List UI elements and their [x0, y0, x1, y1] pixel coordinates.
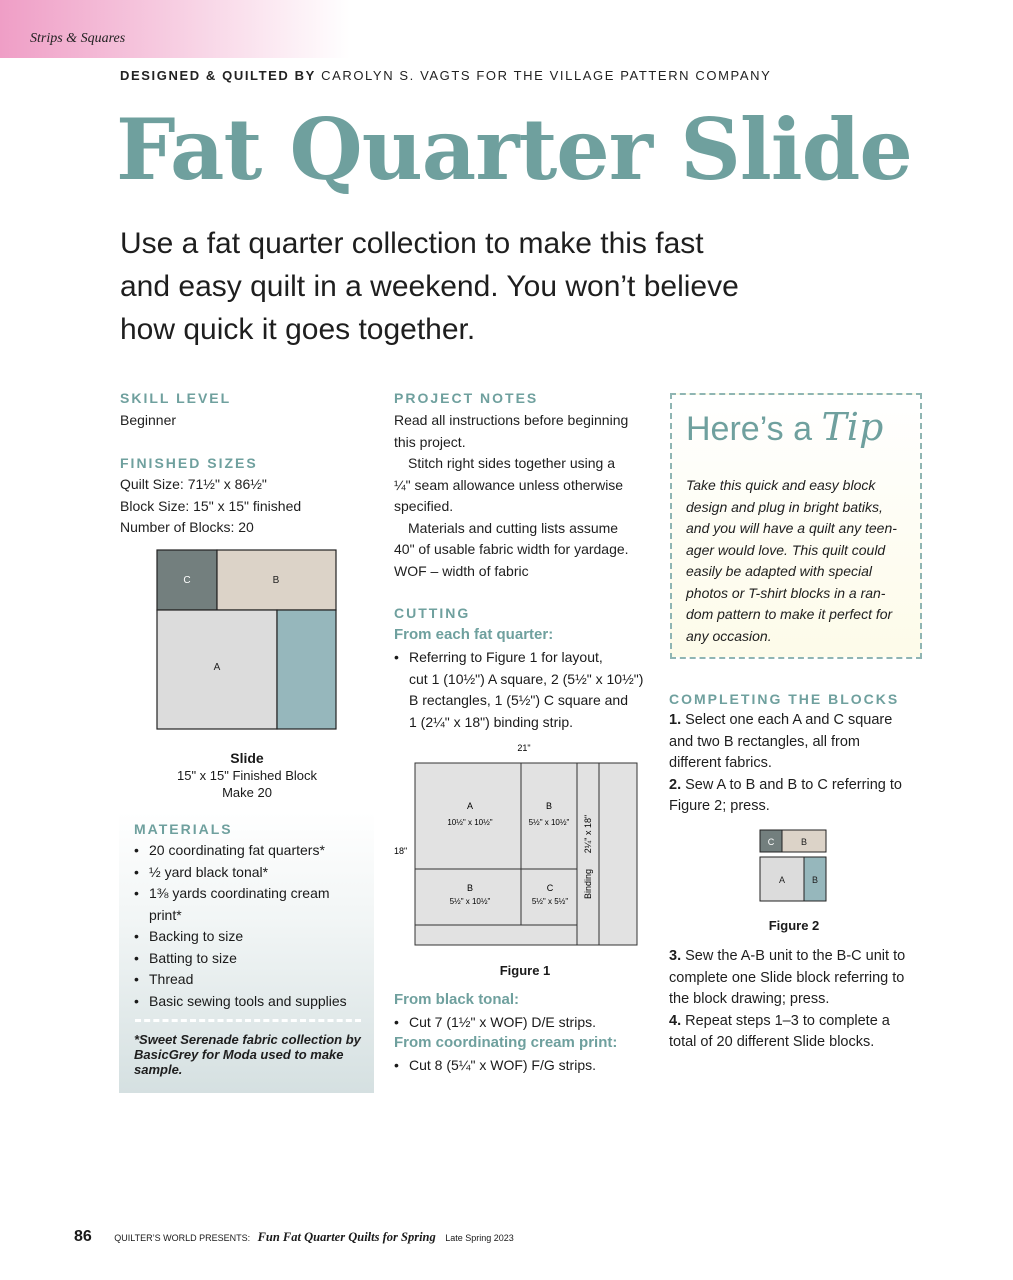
- fig1-b1-size: 5½" x 10½": [528, 818, 570, 827]
- cutting-black-item: • Cut 7 (1½" x WOF) D/E strips.: [394, 1012, 654, 1034]
- notes-line: Materials and cutting lists assume: [408, 519, 619, 536]
- notes-text: [394, 410, 649, 582]
- fig1-b2-size: 5½" x 10½": [449, 897, 491, 906]
- skill-heading: SKILL LEVEL: [120, 390, 232, 406]
- fig1-b2-label: B: [466, 883, 474, 893]
- block-count: Number of Blocks: 20: [120, 519, 254, 535]
- tip-line: and you will have a quilt any teen-: [686, 520, 897, 536]
- fig1-binding-label: Binding: [583, 868, 593, 900]
- cutting-fq-line: • Referring to Figure 1 for layout,: [394, 647, 654, 669]
- block-b-label: B: [272, 575, 280, 586]
- step-line: and two B rectangles, all from: [669, 733, 861, 750]
- slide-block-diagram: [156, 549, 338, 731]
- cutting-cream-heading: From coordinating cream print:: [394, 1034, 618, 1051]
- page-title: Fat Quarter Slide: [116, 100, 912, 199]
- fig2-c-label: C: [767, 837, 775, 847]
- page-footer: [74, 1228, 514, 1246]
- tip-text: [686, 475, 914, 647]
- step-text: Sew the A-B unit to the B-C unit to: [685, 948, 906, 964]
- step-line: [669, 710, 931, 732]
- materials-item: • 1⅜ yards coordinating cream: [134, 883, 366, 905]
- fig1-c-size: 5½" x 5½": [531, 897, 569, 906]
- credit-text: CAROLYN S. VAGTS FOR THE VILLAGE PATTERN COMPANY: [321, 68, 772, 83]
- step-line: Figure 2; press.: [669, 798, 770, 814]
- notes-line: Read all instructions before beginning: [394, 412, 629, 428]
- fig1-a-label: A: [466, 801, 474, 811]
- step-line: [669, 1011, 931, 1033]
- intro-line: how quick it goes together.: [120, 313, 476, 346]
- block-caption-line: Make 20: [222, 785, 272, 800]
- tip-line: ager would love. This quilt could: [686, 541, 886, 558]
- materials-item: • Basic sewing tools and supplies: [134, 991, 366, 1013]
- tip-line: dom pattern to make it perfect for: [686, 606, 893, 622]
- fig1-a-size: 10½" x 10½": [447, 818, 493, 827]
- completing-steps-3-4: [669, 946, 931, 1054]
- materials-item-continuation: print*: [149, 906, 182, 923]
- tip-heading-lead: Here’s a: [686, 410, 812, 448]
- figure-1-cutting-layout: [390, 740, 650, 980]
- step-number: 2.: [669, 776, 682, 793]
- step-line: total of 20 different Slide blocks.: [669, 1034, 875, 1050]
- materials-box: [119, 812, 374, 1093]
- materials-item: • Batting to size: [134, 948, 366, 970]
- materials-heading: MATERIALS: [134, 821, 233, 837]
- cutting-fq-heading: From each fat quarter:: [394, 626, 554, 643]
- cutting-cream-list: [394, 1055, 654, 1077]
- fig1-strip-dimension: 2¼" x 18": [583, 814, 593, 854]
- materials-item: • ½ yard black tonal*: [134, 862, 366, 884]
- sizes-list: [120, 474, 301, 539]
- tip-line: Take this quick and easy block: [686, 477, 876, 493]
- tip-line: easily be adapted with special: [686, 563, 873, 579]
- cutting-cream-item: • Cut 8 (5¼" x WOF) F/G strips.: [394, 1055, 654, 1077]
- notes-line: ¼" seam allowance unless otherwise: [394, 476, 624, 493]
- cutting-black-heading: From black tonal:: [394, 991, 520, 1008]
- block-caption-title: Slide: [230, 750, 264, 766]
- figure-1-caption: Figure 1: [499, 963, 551, 978]
- fig2-a-label: A: [778, 875, 786, 885]
- step-number: 4.: [669, 1012, 682, 1029]
- figure-2-caption: Figure 2: [768, 918, 820, 933]
- intro-line: and easy quilt in a weekend. You won’t believe: [120, 270, 739, 303]
- notes-line: WOF – width of fabric: [394, 562, 529, 579]
- cutting-heading: CUTTING: [394, 605, 471, 621]
- tip-line: any occasion.: [686, 627, 772, 644]
- intro-line: Use a fat quarter collection to make this fast: [120, 227, 704, 260]
- block-size: Block Size: 15" x 15" finished: [120, 497, 302, 514]
- fig2-b1-label: B: [800, 837, 808, 847]
- notes-line: 40" of usable fabric width for yardage.: [394, 541, 629, 557]
- fig1-top-dimension: 21": [517, 743, 531, 753]
- cutting-fq-line: B rectangles, 1 (5½") C square and: [409, 692, 628, 708]
- quilt-size: Quilt Size: 71½" x 86½": [120, 476, 267, 492]
- step-number: 3.: [669, 948, 682, 964]
- step-text: Repeat steps 1–3 to complete a: [685, 1012, 890, 1029]
- block-a-label: A: [213, 662, 221, 673]
- tip-line: photos or T-shirt blocks in a ran-: [686, 584, 886, 601]
- materials-note: *Sweet Serenade fabric collection by BasicGrey for Moda used to make sample.: [134, 1032, 361, 1077]
- footer-presents: QUILTER’S WORLD PRESENTS:: [114, 1233, 251, 1243]
- page-number: 86: [74, 1228, 92, 1245]
- intro-text: [120, 222, 820, 351]
- materials-item: • Thread: [134, 969, 366, 991]
- materials-item: • Backing to size: [134, 926, 366, 948]
- tip-box: [670, 393, 922, 659]
- fig1-b1-label: B: [545, 801, 553, 811]
- completing-steps-1-2: [669, 710, 931, 818]
- skill-value: Beginner: [120, 412, 177, 428]
- notes-line: specified.: [394, 498, 454, 514]
- designer-credit: [120, 68, 771, 83]
- step-line: [669, 775, 931, 797]
- tip-heading: [686, 405, 883, 449]
- block-b-side: [277, 610, 336, 729]
- notes-heading: PROJECT NOTES: [394, 390, 539, 406]
- block-caption: [150, 750, 344, 801]
- block-c-label: C: [183, 575, 191, 586]
- completing-heading: COMPLETING THE BLOCKS: [669, 691, 900, 707]
- fig1-c-label: C: [546, 883, 554, 893]
- step-line: the block drawing; press.: [669, 991, 830, 1007]
- step-number: 1.: [669, 712, 682, 728]
- footer-issue: Late Spring 2023: [445, 1233, 514, 1243]
- step-text: Select one each A and C square: [685, 712, 893, 728]
- notes-line: this project.: [394, 433, 466, 450]
- credit-label: DESIGNED & QUILTED BY: [120, 68, 316, 83]
- step-line: complete one Slide block referring to: [669, 969, 905, 986]
- materials-divider: [135, 1019, 361, 1022]
- materials-item: • 20 coordinating fat quarters*: [134, 840, 366, 862]
- figure-2-diagram: [759, 829, 829, 903]
- fig1-side-dimension: 18": [394, 846, 408, 856]
- cutting-fq-list: [394, 647, 654, 733]
- sizes-heading: FINISHED SIZES: [120, 455, 258, 471]
- cutting-fq-line: cut 1 (10½") A square, 2 (5½" x 10½"): [409, 670, 644, 687]
- section-tab-label: Strips & Squares: [30, 31, 126, 46]
- fig2-b2-label: B: [811, 875, 819, 885]
- cutting-fq-line: 1 (2¼" x 18") binding strip.: [409, 713, 574, 730]
- step-text: Sew A to B and B to C referring to: [685, 776, 902, 793]
- block-caption-line: 15" x 15" Finished Block: [176, 768, 318, 783]
- step-line: different fabrics.: [669, 755, 772, 771]
- step-line: [669, 946, 931, 968]
- section-tab: [0, 0, 350, 58]
- footer-publication: Fun Fat Quarter Quilts for Spring: [257, 1230, 436, 1244]
- materials-list: [134, 840, 366, 1012]
- tip-line: design and plug in bright batiks,: [686, 498, 883, 515]
- cutting-black-list: [394, 1012, 654, 1034]
- tip-heading-script: Tip: [821, 405, 884, 449]
- notes-line: Stitch right sides together using a: [408, 455, 616, 471]
- fig1-fat-quarter: [415, 763, 637, 945]
